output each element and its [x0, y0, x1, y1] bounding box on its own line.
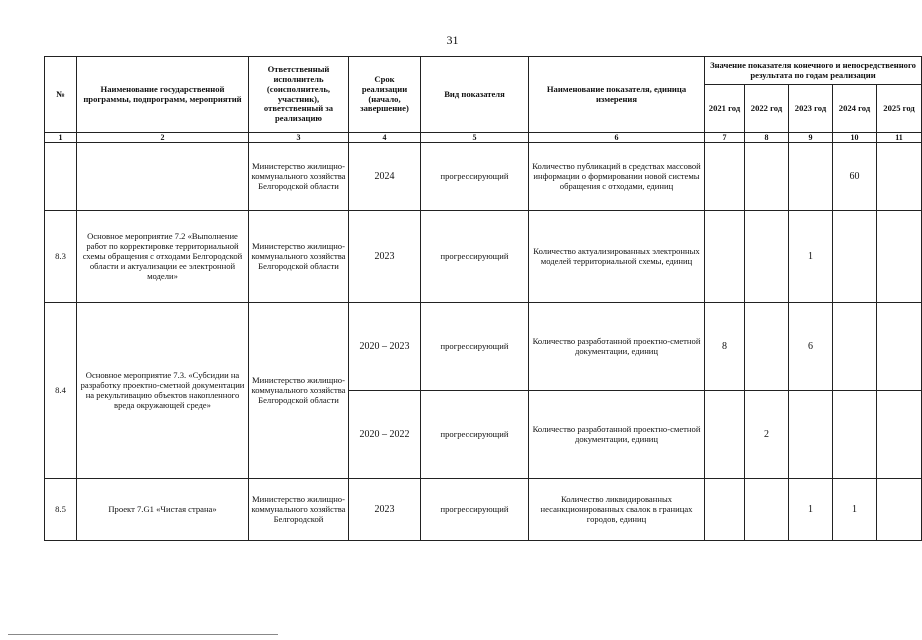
column-number: 3 [249, 133, 349, 143]
row-indicator: Количество ликвидированных несанкционированных свалок в границах городов, единиц [529, 479, 705, 541]
value-2022 [745, 211, 789, 303]
value-2023: 6 [789, 303, 833, 391]
value-2024 [833, 303, 877, 391]
row-name: Проект 7.G1 «Чистая страна» [77, 479, 249, 541]
column-number: 4 [349, 133, 421, 143]
header-indicator-name: Наименование показателя, единица измерения [529, 57, 705, 133]
header-num: № [45, 57, 77, 133]
header-year-2024: 2024 год [833, 85, 877, 133]
header-indicator-type: Вид показателя [421, 57, 529, 133]
row-term: 2020 – 2023 [349, 303, 421, 391]
column-number: 9 [789, 133, 833, 143]
row-num: 8.3 [45, 211, 77, 303]
header-year-2025: 2025 год [877, 85, 922, 133]
row-executor: Министерство жилищно-коммунального хозяйства Белгородской [249, 479, 349, 541]
value-2025 [877, 303, 922, 391]
row-type: прогрессирующий [421, 479, 529, 541]
value-2022: 2 [745, 391, 789, 479]
report-table [44, 56, 922, 541]
value-2025 [877, 391, 922, 479]
header-year-2023: 2023 год [789, 85, 833, 133]
header-executor: Ответственный исполнитель (соисполнитель, участник), ответственный за реализацию [249, 57, 349, 133]
header-row-1 [45, 57, 922, 85]
value-2025 [877, 211, 922, 303]
header-year-2022: 2022 год [745, 85, 789, 133]
scan-edge-divider [8, 634, 278, 635]
table-row [45, 211, 922, 303]
column-number: 6 [529, 133, 705, 143]
row-indicator: Количество актуализированных электронных моделей территориальной схемы, единиц [529, 211, 705, 303]
page-number: 31 [446, 33, 459, 47]
table-row [45, 479, 922, 541]
value-2021: 8 [705, 303, 745, 391]
row-executor: Министерство жилищно-коммунального хозяйства Белгородской области [249, 211, 349, 303]
value-2024: 60 [833, 143, 877, 211]
table-row [45, 143, 922, 211]
row-name: Основное мероприятие 7.3. «Субсидии на разработку проектно-сметной документации на рекультивацию объектов накопленного вреда окружающей среде» [77, 303, 249, 479]
value-2023 [789, 391, 833, 479]
value-2021 [705, 211, 745, 303]
row-type: прогрессирующий [421, 211, 529, 303]
column-number: 1 [45, 133, 77, 143]
row-num [45, 143, 77, 211]
value-2021 [705, 479, 745, 541]
value-2024: 1 [833, 479, 877, 541]
row-term: 2023 [349, 211, 421, 303]
column-number: 7 [705, 133, 745, 143]
column-number: 10 [833, 133, 877, 143]
row-term: 2020 – 2022 [349, 391, 421, 479]
row-type: прогрессирующий [421, 391, 529, 479]
row-term: 2023 [349, 479, 421, 541]
row-name: Основное мероприятие 7.2 «Выполнение работ по корректировке территориальной схемы обращения с отходами Белгородской области и актуализации ее электронной модели» [77, 211, 249, 303]
row-name [77, 143, 249, 211]
value-2024 [833, 211, 877, 303]
header-values-group: Значение показателя конечного и непосредственного результата по годам реализации [705, 57, 922, 85]
row-type: прогрессирующий [421, 143, 529, 211]
value-2022 [745, 303, 789, 391]
row-executor: Министерство жилищно-коммунального хозяйства Белгородской области [249, 303, 349, 479]
column-number-row [45, 133, 922, 143]
value-2024 [833, 391, 877, 479]
row-num: 8.5 [45, 479, 77, 541]
column-number: 2 [77, 133, 249, 143]
value-2022 [745, 143, 789, 211]
value-2022 [745, 479, 789, 541]
column-number: 11 [877, 133, 922, 143]
value-2023: 1 [789, 479, 833, 541]
value-2021 [705, 391, 745, 479]
column-number: 8 [745, 133, 789, 143]
value-2021 [705, 143, 745, 211]
value-2025 [877, 143, 922, 211]
header-name: Наименование государственной программы, подпрограмм, мероприятий [77, 57, 249, 133]
table-row [45, 303, 922, 391]
column-number: 5 [421, 133, 529, 143]
row-indicator: Количество публикаций в средствах массовой информации о формировании новой системы обращения с отходами, единиц [529, 143, 705, 211]
row-type: прогрессирующий [421, 303, 529, 391]
value-2025 [877, 479, 922, 541]
value-2023 [789, 143, 833, 211]
row-executor: Министерство жилищно-коммунального хозяйства Белгородской области [249, 143, 349, 211]
value-2023: 1 [789, 211, 833, 303]
row-indicator: Количество разработанной проектно-сметной документации, единиц [529, 303, 705, 391]
header-year-2021: 2021 год [705, 85, 745, 133]
header-term: Срок реализации (начало, завершение) [349, 57, 421, 133]
row-indicator: Количество разработанной проектно-сметной документации, единиц [529, 391, 705, 479]
row-term: 2024 [349, 143, 421, 211]
row-num: 8.4 [45, 303, 77, 479]
